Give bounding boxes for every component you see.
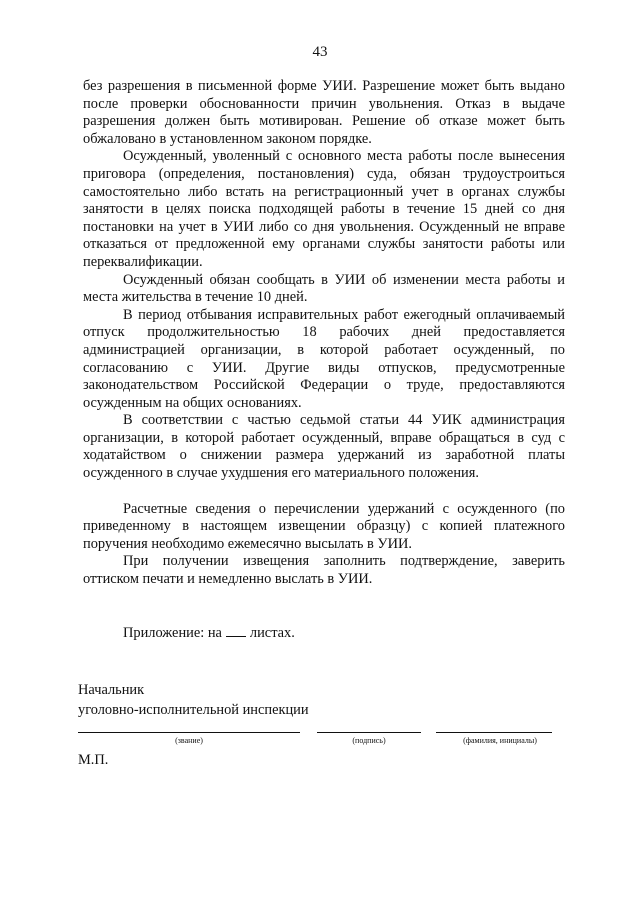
- rank-caption: (звание): [175, 736, 203, 745]
- signature-caption: (подпись): [352, 736, 386, 745]
- paragraph: Осужденный, уволенный с основного места работы после вынесения приговора (определения, постановления) суда, обязан трудоустроиться самостоятельно либо встать на регистрационный учет в органах службы занятости в целях поиска подходящей работы в течение 15 дней со дня постановки на учет в УИИ либо со дня увольнения. Осужденный не вправе отказаться от предложенной ему органами службы занятости работы или переквалификации.: [83, 148, 565, 270]
- rank-line: [78, 732, 300, 733]
- paragraph: без разрешения в письменной форме УИИ. Разрешение может быть выдано после проверки обоснованности причин увольнения. Отказ в выдаче разрешения должен быть мотивирован. Решение об отказе может быть обжаловано в установленном законом порядке.: [83, 78, 565, 147]
- name-caption: (фамилия, инициалы): [463, 736, 537, 745]
- paragraph: При получении извещения заполнить подтверждение, заверить оттиском печати и немедленно выслать в УИИ.: [83, 553, 565, 588]
- paragraph: В соответствии с частью седьмой статьи 44 УИК администрация организации, в которой работает осужденный, вправе обращаться в суд с ходатайством о снижении размера удержаний из заработной платы осужденного в случае ухудшения его материального положения.: [83, 412, 565, 482]
- sheet-count-blank: [226, 624, 246, 637]
- paragraph-spacer: [83, 483, 565, 501]
- signer-title: Начальник: [78, 682, 145, 698]
- attachment-suffix: листах.: [249, 625, 295, 641]
- page-number: 43: [312, 44, 328, 60]
- attachment-prefix: Приложение: на: [123, 625, 222, 641]
- paragraph: Расчетные сведения о перечислении удержаний с осужденного (по приведенному в настоящем извещении образцу) с копией платежного поручения необходимо ежемесячно высылать в УИИ.: [83, 500, 565, 552]
- paragraph: Осужденный обязан сообщать в УИИ об изменении места работы и места жительства в течение 10 дней.: [83, 271, 565, 306]
- signer-organization: уголовно-исполнительной инспекции: [78, 702, 309, 718]
- signer-block: [78, 680, 309, 720]
- attachment-line: [123, 624, 295, 643]
- paragraph: В период отбывания исправительных работ ежегодный оплачиваемый отпуск продолжительностью 18 рабочих дней предоставляется администрацией организации, в которой работает осужденный, по согласованию с УИИ. Другие виды отпусков, предусмотренные законодательством Российской Федерации о труде, предоставляются осужденным на общих основаниях.: [83, 306, 565, 411]
- stamp-place: М.П.: [78, 752, 109, 768]
- signature-line: [317, 732, 421, 733]
- document-body: [83, 78, 565, 589]
- name-line: [436, 732, 552, 733]
